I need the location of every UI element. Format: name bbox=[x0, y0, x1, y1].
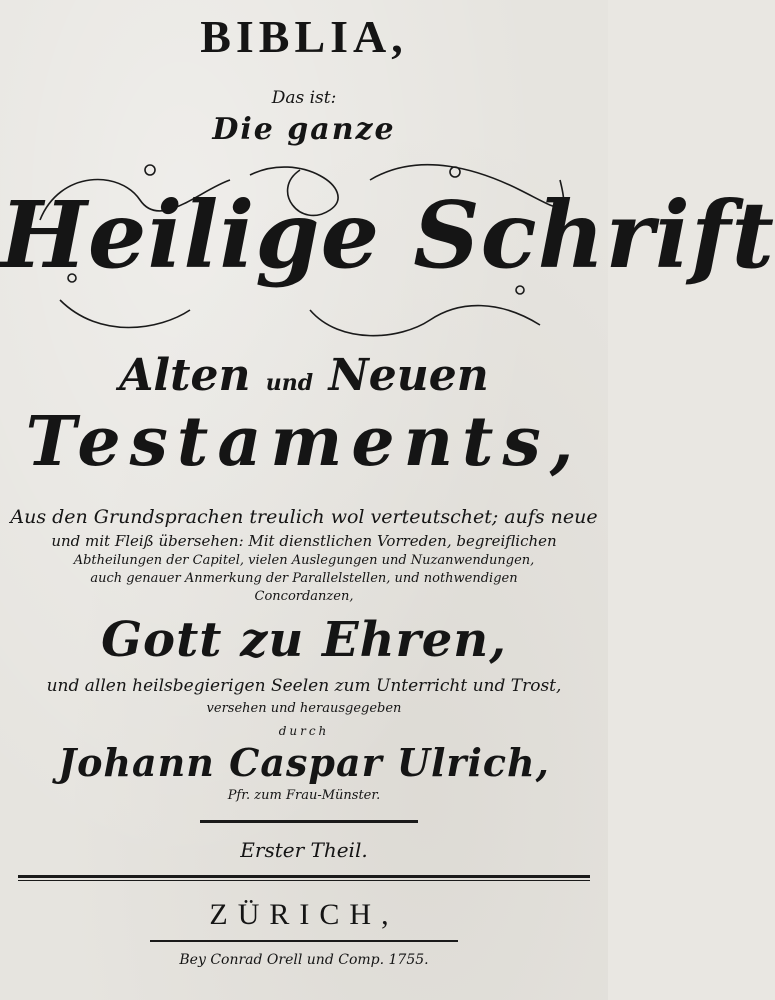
title-biblia: BIBLIA, bbox=[200, 11, 408, 62]
subtitle-die-ganze: Die ganze bbox=[212, 112, 396, 147]
title-gott-zu-ehren: Gott zu Ehren, bbox=[101, 612, 507, 668]
word-neuen: Neuen bbox=[328, 350, 489, 401]
divider-rule-1 bbox=[200, 820, 418, 823]
description-line-1: Aus den Grundsprachen treulich wol verteutschet; aufs neue bbox=[10, 506, 598, 528]
word-und: und bbox=[265, 370, 314, 396]
subtitle-das-ist: Das ist: bbox=[271, 88, 337, 108]
author-name: Johann Caspar Ulrich, bbox=[58, 740, 550, 785]
title-alten-und-neuen bbox=[0, 350, 608, 401]
word-alten: Alten bbox=[119, 350, 251, 401]
description-line-5: Concordanzen, bbox=[254, 589, 354, 604]
description-line-2: und mit Fleiß übersehen: Mit dienstlichen Vorreden, begreiflichen bbox=[51, 532, 557, 550]
main-title-heilige-schrift: Heilige Schrift bbox=[0, 181, 775, 289]
description-line-4: auch genauer Anmerkung der Parallelstellen, und nothwendigen bbox=[90, 571, 518, 586]
divider-rule-3 bbox=[150, 940, 458, 942]
description-line-3: Abtheilungen der Capitel, vielen Auslegungen und Nuzanwendungen, bbox=[73, 553, 535, 568]
title-testaments: Testaments, bbox=[25, 402, 583, 482]
printer-imprint: Bey Conrad Orell und Comp. 1755. bbox=[179, 952, 429, 968]
author-title: Pfr. zum Frau-Münster. bbox=[227, 788, 381, 803]
city-name: ZÜRICH, bbox=[209, 898, 399, 931]
volume-label: Erster Theil. bbox=[240, 838, 368, 862]
divider-rule-2 bbox=[18, 875, 590, 878]
dedication-line: und allen heilsbegierigen Seelen zum Unterricht und Trost, bbox=[46, 676, 562, 696]
divider-rule-2b bbox=[18, 880, 590, 881]
durch-line: durch bbox=[278, 724, 330, 738]
versehen-line: versehen und herausgegeben bbox=[206, 701, 402, 716]
